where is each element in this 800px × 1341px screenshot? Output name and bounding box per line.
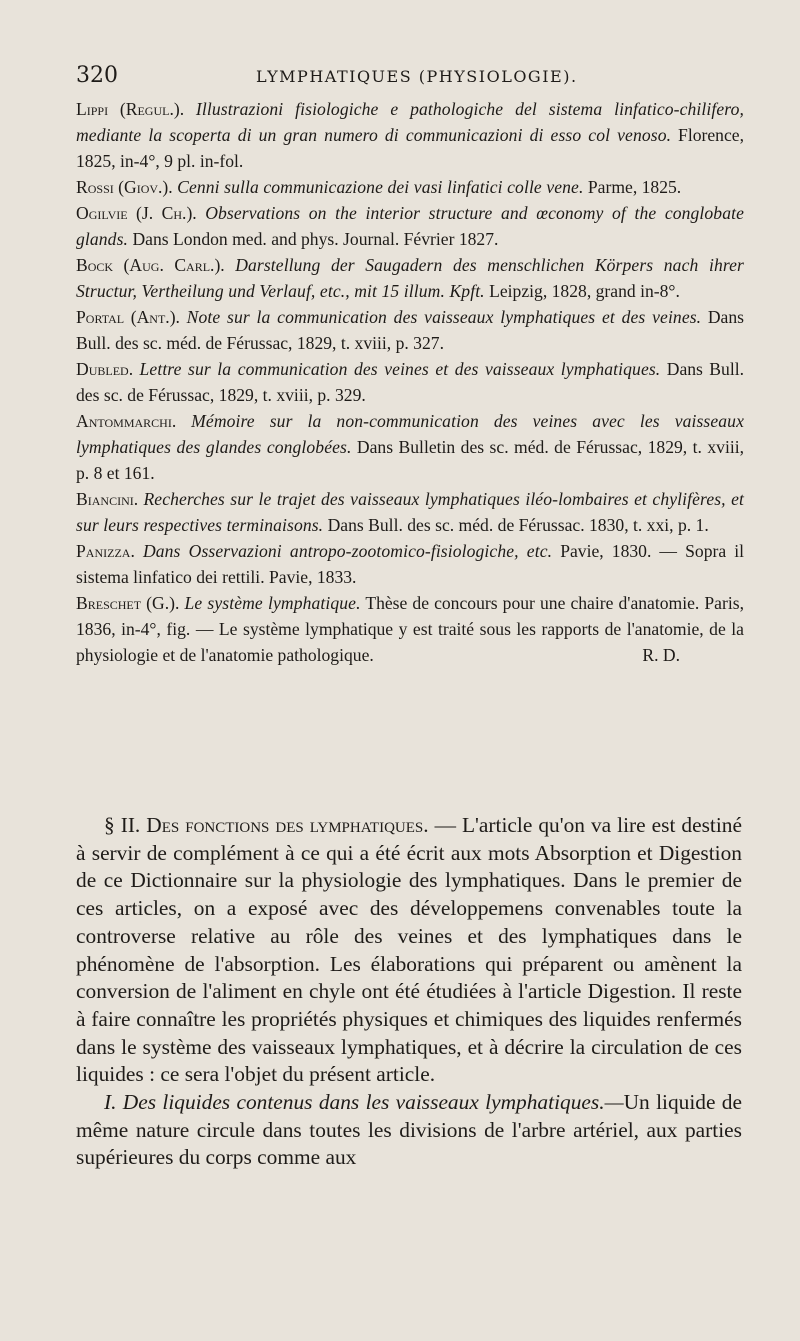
entry-author: Lippi (Regul.). (76, 99, 185, 119)
section-heading: § II. Des fonctions des lymphatiques. — (104, 813, 456, 837)
entry-author: Rossi (Giov.). (76, 177, 173, 197)
entry-title: Observations on the interior structure and œconomy of the conglobate glands. (76, 203, 744, 249)
entry-title: Illustrazioni fisiologiche e pathologiche del sistema linfatico-chilifero, mediante la scoperta di un gran numero di communicazioni di esso col venoso. (76, 99, 744, 145)
bibliography-entry (76, 96, 744, 174)
entry-author: Ogilvie (J. Ch.). (76, 203, 197, 223)
entry-title: Recherches sur le trajet des vaisseaux lymphatiques iléo-lombaires et chylifères, et sur leurs respectives terminaisons. (76, 489, 744, 535)
bibliography-entry (76, 304, 744, 356)
bibliography-entry (76, 356, 744, 408)
author-signature: R. D. (642, 645, 680, 665)
entry-details: Parme, 1825. (587, 177, 682, 197)
entry-details: Leipzig, 1828, grand in-8°. (489, 281, 680, 301)
entry-author: Bock (Aug. Carl.). (76, 255, 225, 275)
entry-details: Dans Bull. des sc. de Férussac, 1829, t. xviii, p. 329. (76, 359, 745, 405)
entry-details: Dans Bull. des sc. méd. de Férussac. 1830, t. xxi, p. 1. (327, 515, 709, 535)
entry-title: Dans Osservazioni antropo-zootomico-fisiologiche, etc. (142, 541, 553, 561)
section-paragraph (76, 812, 742, 1089)
entry-title: Mémoire sur la non-communication des veines avec les vaisseaux lymphatiques des glandes conglobées. (76, 411, 744, 457)
bibliography-entry (76, 408, 744, 486)
subsection-paragraph (76, 1089, 742, 1172)
bibliography-entry (76, 538, 744, 590)
bibliography-entry (76, 200, 744, 252)
entry-author: Biancini. (76, 489, 139, 509)
entry-title: Cenni sulla communicazione dei vasi linfatici colle vene. (177, 177, 584, 197)
entry-title: Lettre sur la communication des veines et des vaisseaux lymphatiques. (139, 359, 661, 379)
running-head: LYMPHATIQUES (PHYSIOLOGIE). (256, 67, 578, 86)
entry-title: Note sur la communication des vaisseaux lymphatiques et des veines. (186, 307, 702, 327)
entry-author: Panizza. (76, 541, 135, 561)
bibliography-entry (76, 174, 744, 200)
page-header (76, 63, 756, 93)
page-number: 320 (76, 63, 118, 88)
entry-details: Dans Bull. des sc. méd. de Férussac, 1829, t. xviii, p. 327. (76, 307, 745, 353)
entry-author: Antommarchi. (76, 411, 177, 431)
paragraph-text: L'article qu'on va lire est destiné à servir de complément à ce qui a été écrit aux mots Absorption et Digestion de ce Dictionnaire sur la physiologie des lymphatiques. Dans le premier de ces articles, on a exposé avec des développemens convenables toute la controverse relative au rôle des veines et des lymphatiques dans le phénomène de l'absorption. Les élaborations qui préparent ou amènent la conversion de l'aliment en chyle ont été étudiées à l'article Digestion. Il reste à faire connaître les propriétés physiques et chimiques des liquides renfermés dans le système des vaisseaux lymphatiques, et à décrire la circulation de ces liquides : ce sera l'objet du présent article. (76, 813, 742, 1087)
subsection-heading: I. Des liquides contenus dans les vaisseaux lymphatiques.— (104, 1090, 624, 1115)
entry-details: Dans London med. and phys. Journal. Février 1827. (132, 229, 499, 249)
entry-details: Florence, 1825, in-4°, 9 pl. in-fol. (76, 125, 744, 171)
bibliography-entry (76, 486, 744, 538)
entry-title: Le système lymphatique. (184, 593, 361, 613)
entry-details: Dans Bulletin des sc. méd. de Férussac, 1829, t. xviii, p. 8 et 161. (76, 437, 745, 483)
main-text (76, 812, 742, 1172)
bibliography-entry (76, 252, 744, 304)
paragraph-text: Un liquide de même nature circule dans toutes les divisions de l'arbre artériel, aux parties supérieures du corps comme aux (76, 1090, 742, 1170)
bibliography-list (76, 96, 744, 668)
entry-details: Pavie, 1830. — Sopra il sistema linfatico dei rettili. Pavie, 1833. (76, 541, 745, 587)
entry-author: Breschet (G.). (76, 593, 180, 613)
entry-author: Dubled. (76, 359, 134, 379)
entry-details: Thèse de concours pour une chaire d'anatomie. Paris, 1836, in-4°, fig. — Le système lymphatique y est traité sous les rapports de l'anatomie, de la physiologie et de l'anatomie pathologique. (76, 593, 744, 665)
entry-title: Darstellung der Saugadern des menschlichen Körpers nach ihrer Structur, Vertheilung und Verlauf, etc., mit 15 illum. Kpft. (76, 255, 744, 301)
entry-author: Portal (Ant.). (76, 307, 180, 327)
